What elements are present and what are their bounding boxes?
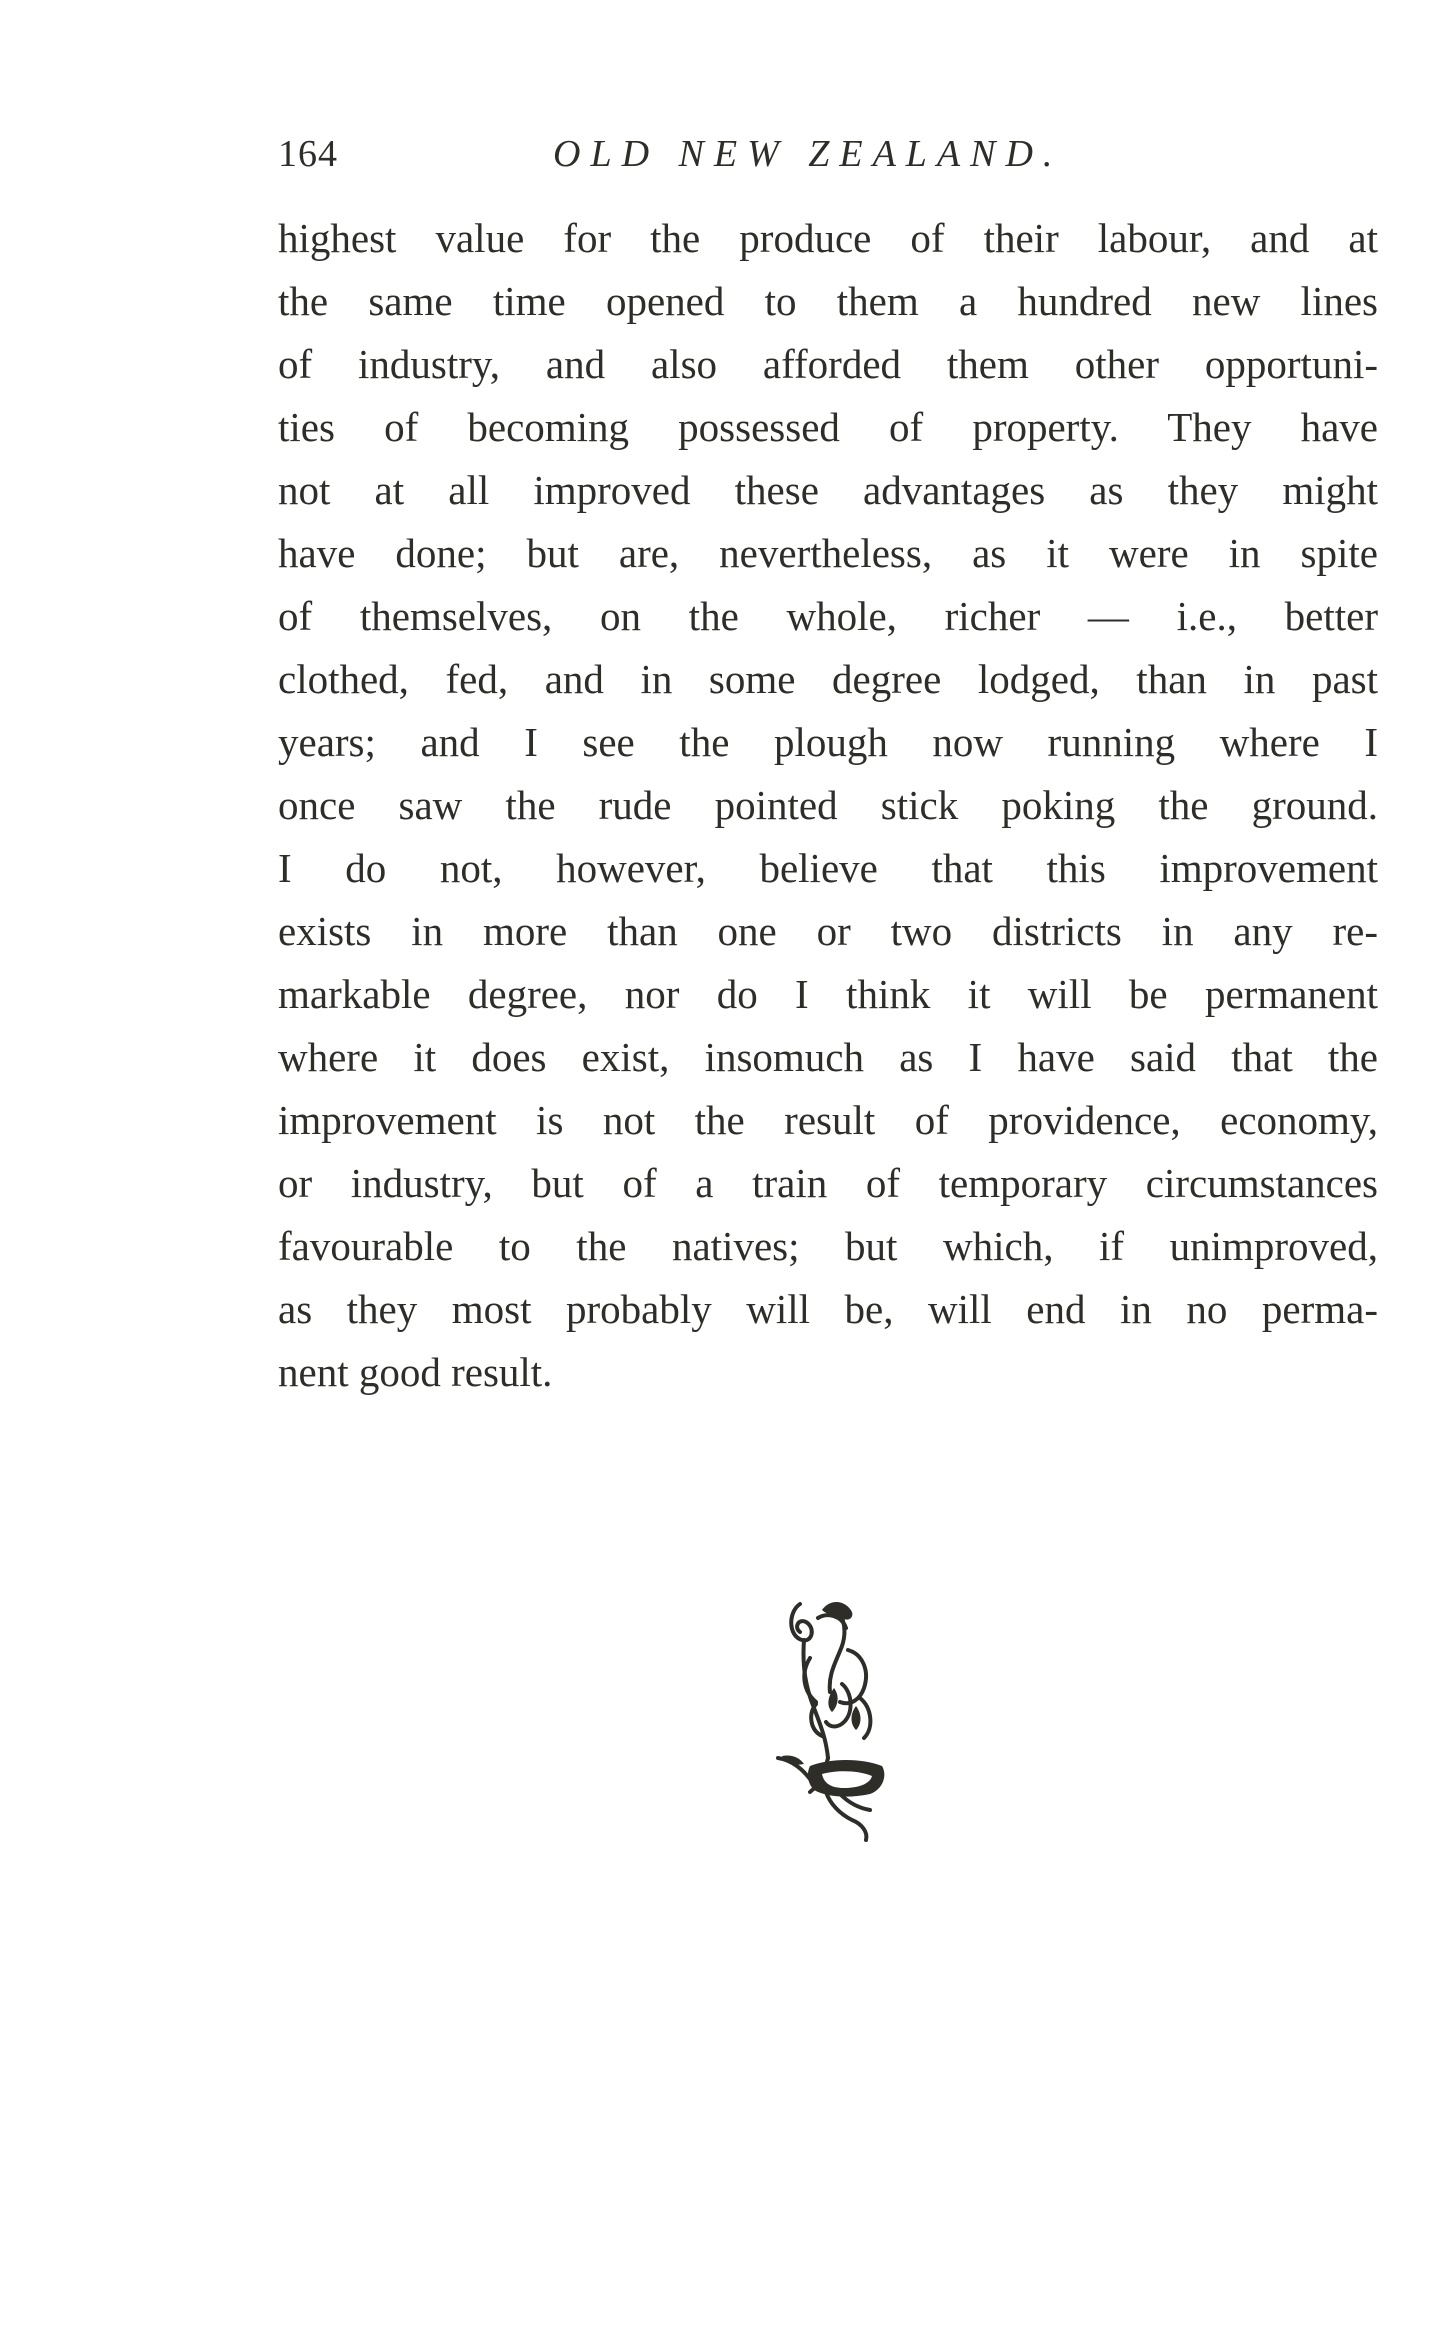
floral-tailpiece-icon — [770, 1588, 900, 1848]
running-title: OLD NEW ZEALAND. — [553, 133, 1063, 175]
text-line: years; and I see the plough now running where I — [278, 719, 1378, 765]
text-line: highest value for the produce of their labour, and at — [278, 215, 1378, 261]
text-line: have done; but are, nevertheless, as it were in spite — [278, 530, 1378, 576]
text-line: ties of becoming possessed of property. They have — [278, 404, 1378, 450]
text-line: favourable to the natives; but which, if unimproved, — [278, 1223, 1378, 1269]
text-line: once saw the rude pointed stick poking the ground. — [278, 782, 1378, 828]
text-line: the same time opened to them a hundred new lines — [278, 278, 1378, 324]
text-line: where it does exist, insomuch as I have said that the — [278, 1034, 1378, 1080]
text-line: as they most probably will be, will end in no perma- — [278, 1286, 1378, 1332]
text-line: exists in more than one or two districts in any re- — [278, 908, 1378, 954]
text-line: nent good result. — [278, 1349, 553, 1395]
page-number: 164 — [278, 133, 338, 175]
text-line: I do not, however, believe that this improvement — [278, 845, 1378, 891]
text-line: of industry, and also afforded them other opportuni- — [278, 341, 1378, 387]
text-line: clothed, fed, and in some degree lodged, than in past — [278, 656, 1378, 702]
text-line: improvement is not the result of providence, economy, — [278, 1097, 1378, 1143]
body-text — [278, 207, 1378, 1404]
text-line: markable degree, nor do I think it will be permanent — [278, 971, 1378, 1017]
page-header — [278, 124, 1378, 184]
text-line: not at all improved these advantages as they might — [278, 467, 1378, 513]
text-line: of themselves, on the whole, richer — i.e., better — [278, 593, 1378, 639]
text-line: or industry, but of a train of temporary circumstances — [278, 1160, 1378, 1206]
